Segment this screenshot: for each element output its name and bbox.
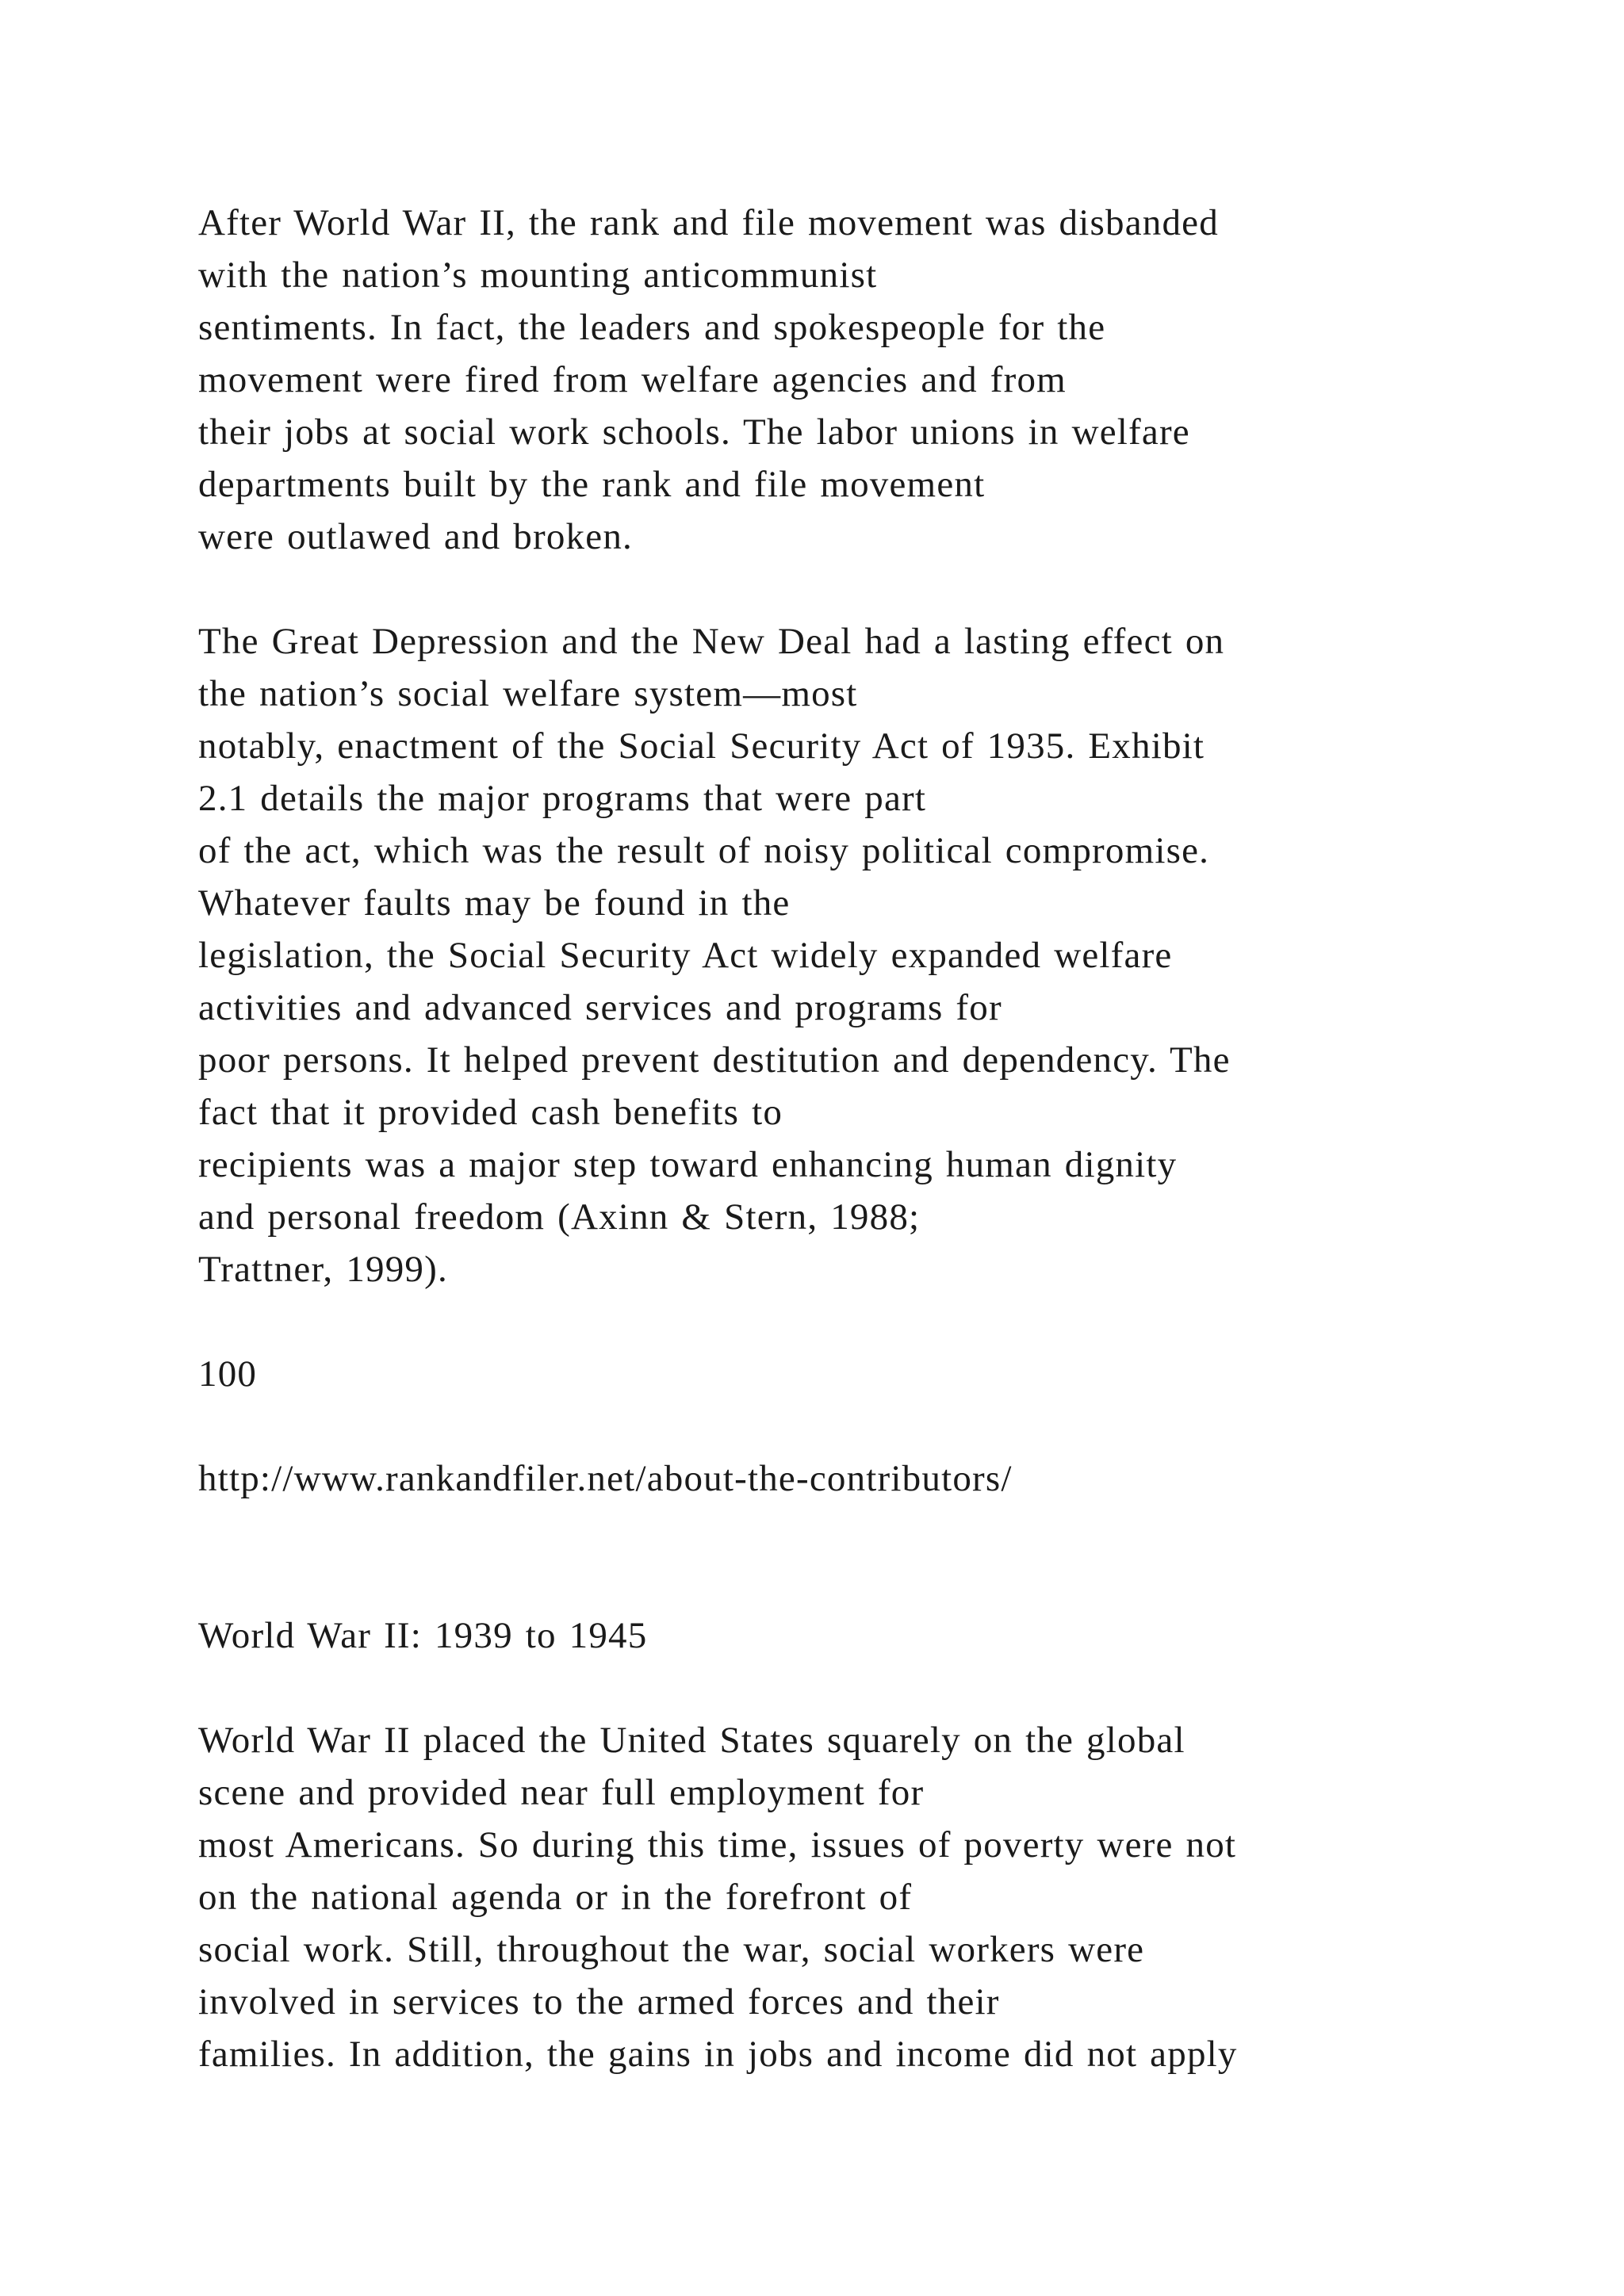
text-line: their jobs at social work schools. The labor unions in welfare	[198, 411, 1190, 453]
text-line: Whatever faults may be found in the	[198, 882, 791, 924]
text-line: with the nation’s mounting anticommunist	[198, 254, 878, 296]
paragraph-spacer	[198, 1662, 1467, 1714]
text-line: on the national agenda or in the forefront of	[198, 1877, 913, 1918]
text-line: The Great Depression and the New Deal had a lasting effect on	[198, 621, 1225, 662]
paragraph-rank-and-file	[198, 197, 1467, 563]
text-line: sentiments. In fact, the leaders and spokespeople for the	[198, 307, 1106, 348]
text-line: recipients was a major step toward enhancing human dignity	[198, 1144, 1178, 1185]
paragraph-spacer	[198, 1400, 1467, 1452]
text-line: social work. Still, throughout the war, social workers were	[198, 1929, 1145, 1970]
text-line: involved in services to the armed forces and their	[198, 1981, 1000, 2022]
text-line: After World War II, the rank and file movement was disbanded	[198, 202, 1219, 243]
text-line: legislation, the Social Security Act widely expanded welfare	[198, 935, 1173, 976]
paragraph-spacer	[198, 563, 1467, 615]
paragraph-world-war-ii	[198, 1714, 1467, 2080]
paragraph-spacer	[198, 1505, 1467, 1609]
text-line: 2.1 details the major programs that were part	[198, 778, 927, 819]
text-line: notably, enactment of the Social Security Act of 1935. Exhibit	[198, 725, 1205, 767]
text-line: departments built by the rank and file movement	[198, 464, 986, 505]
text-line: movement were fired from welfare agencies and from	[198, 359, 1067, 400]
text-line: activities and advanced services and programs for	[198, 987, 1002, 1028]
document-page	[198, 197, 1467, 2080]
text-line: of the act, which was the result of noisy political compromise.	[198, 830, 1210, 871]
text-line: the nation’s social welfare system—most	[198, 673, 858, 714]
text-line: Trattner, 1999).	[198, 1249, 448, 1290]
source-url: http://www.rankandfiler.net/about-the-contributors/	[198, 1458, 1013, 1499]
section-heading: World War II: 1939 to 1945	[198, 1615, 648, 1656]
paragraph-social-security-act	[198, 615, 1467, 1295]
text-line: most Americans. So during this time, issues of poverty were not	[198, 1824, 1237, 1866]
text-line: were outlawed and broken.	[198, 516, 633, 557]
page-number: 100	[198, 1353, 258, 1395]
paragraph-spacer	[198, 1295, 1467, 1348]
text-line: World War II placed the United States squarely on the global	[198, 1720, 1185, 1761]
text-line: poor persons. It helped prevent destitution and dependency. The	[198, 1039, 1231, 1081]
text-line: fact that it provided cash benefits to	[198, 1092, 783, 1133]
text-line: families. In addition, the gains in jobs and income did not apply	[198, 2034, 1238, 2075]
text-line: and personal freedom (Axinn & Stern, 1988;	[198, 1196, 921, 1238]
text-line: scene and provided near full employment for	[198, 1772, 925, 1813]
